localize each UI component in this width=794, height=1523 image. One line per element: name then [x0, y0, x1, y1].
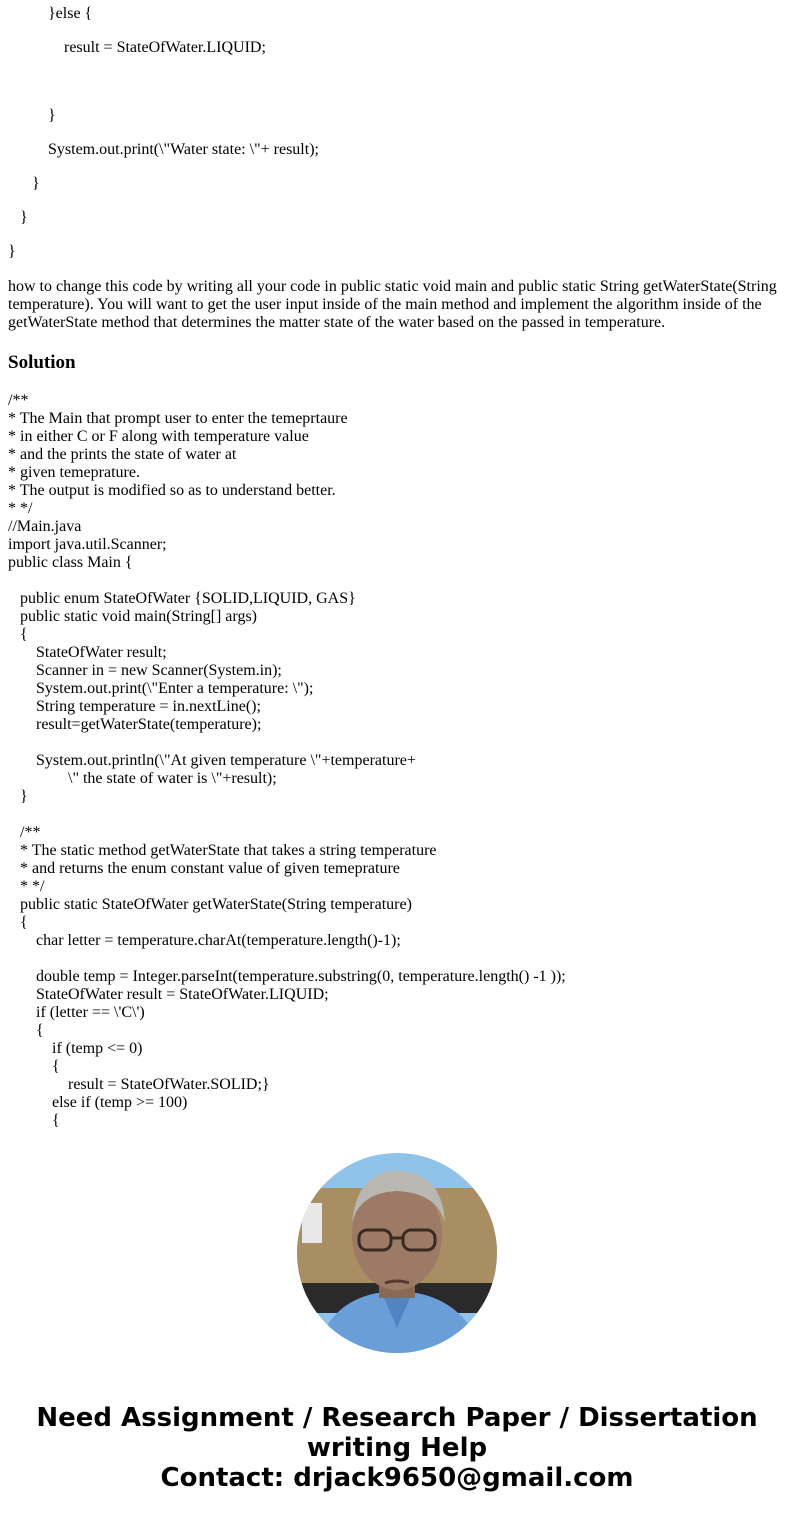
code-line: \" the state of water is \"+result); [8, 770, 277, 787]
code-line: * */ [8, 500, 33, 517]
code-line [8, 734, 566, 752]
code-line: String temperature = in.nextLine(); [8, 698, 261, 715]
code-line: }else { [8, 5, 93, 22]
code-line: public enum StateOfWater {SOLID,LIQUID, GAS} [8, 590, 356, 607]
solution-heading: Solution [8, 352, 76, 373]
author-photo [297, 1153, 497, 1353]
code-line [8, 73, 319, 107]
code-line: public class Main { [8, 554, 133, 571]
code-line: /** [8, 392, 29, 409]
code-line [8, 806, 566, 824]
code-line: * and returns the enum constant value of given temeprature [8, 860, 400, 877]
code-line: System.out.print(\"Water state: \"+ result); [8, 141, 319, 158]
code-line: Scanner in = new Scanner(System.in); [8, 662, 282, 679]
code-line: import java.util.Scanner; [8, 536, 167, 553]
code-line: result = StateOfWater.SOLID;} [8, 1076, 270, 1093]
code-line: System.out.println(\"At given temperature \"+temperature+ [8, 752, 416, 769]
solution-code [8, 392, 566, 1130]
code-line: * in either C or F along with temperature value [8, 428, 309, 445]
code-line: } [8, 209, 28, 226]
person-portrait-icon [297, 1153, 497, 1353]
code-line: double temp = Integer.parseInt(temperature.substring(0, temperature.length() -1 )); [8, 968, 566, 985]
code-line: /** [8, 824, 41, 841]
code-line: * The Main that prompt user to enter the temeprtaure [8, 410, 348, 427]
code-line: * given temeprature. [8, 464, 140, 481]
code-line: if (letter == \'C\') [8, 1004, 145, 1021]
code-line: else if (temp >= 100) [8, 1094, 188, 1111]
code-line: result=getWaterState(temperature); [8, 716, 262, 733]
code-line: * */ [8, 878, 45, 895]
code-line: public static void main(String[] args) [8, 608, 257, 625]
code-line: * and the prints the state of water at [8, 446, 237, 463]
code-line: } [8, 243, 16, 260]
code-line: result = StateOfWater.LIQUID; [8, 39, 266, 56]
promo-footer [0, 1403, 794, 1493]
code-line: { [8, 1112, 60, 1129]
code-line: * The static method getWaterState that takes a string temperature [8, 842, 437, 859]
code-line: } [8, 107, 56, 124]
code-line: { [8, 1058, 60, 1075]
code-line: public static StateOfWater getWaterState(String temperature) [8, 896, 412, 913]
footer-contact: Contact: drjack9650@gmail.com [160, 1463, 634, 1493]
code-line: { [8, 914, 28, 931]
code-line: } [8, 788, 28, 805]
code-line: } [8, 175, 40, 192]
footer-line-2: writing Help [306, 1433, 488, 1463]
code-line: if (temp <= 0) [8, 1040, 143, 1057]
code-line [8, 572, 566, 590]
code-line: //Main.java [8, 518, 82, 535]
code-line: { [8, 1022, 44, 1039]
code-line: char letter = temperature.charAt(temperature.length()-1); [8, 932, 401, 949]
code-line: StateOfWater result = StateOfWater.LIQUID; [8, 986, 329, 1003]
code-line: { [8, 626, 28, 643]
previous-code-snippet [8, 5, 319, 277]
code-line: * The output is modified so as to understand better. [8, 482, 336, 499]
footer-line-1: Need Assignment / Research Paper / Dissertation [36, 1403, 758, 1433]
code-line: System.out.print(\"Enter a temperature: \"); [8, 680, 314, 697]
code-line: StateOfWater result; [8, 644, 167, 661]
question-text: how to change this code by writing all your code in public static void main and public static String getWaterState(String temperature). You will want to get the user input inside of the main method and implement the algorithm inside of the getWaterState method that determines the matter state of the water based on the passed in temperature. [8, 278, 777, 331]
code-line [8, 950, 566, 968]
